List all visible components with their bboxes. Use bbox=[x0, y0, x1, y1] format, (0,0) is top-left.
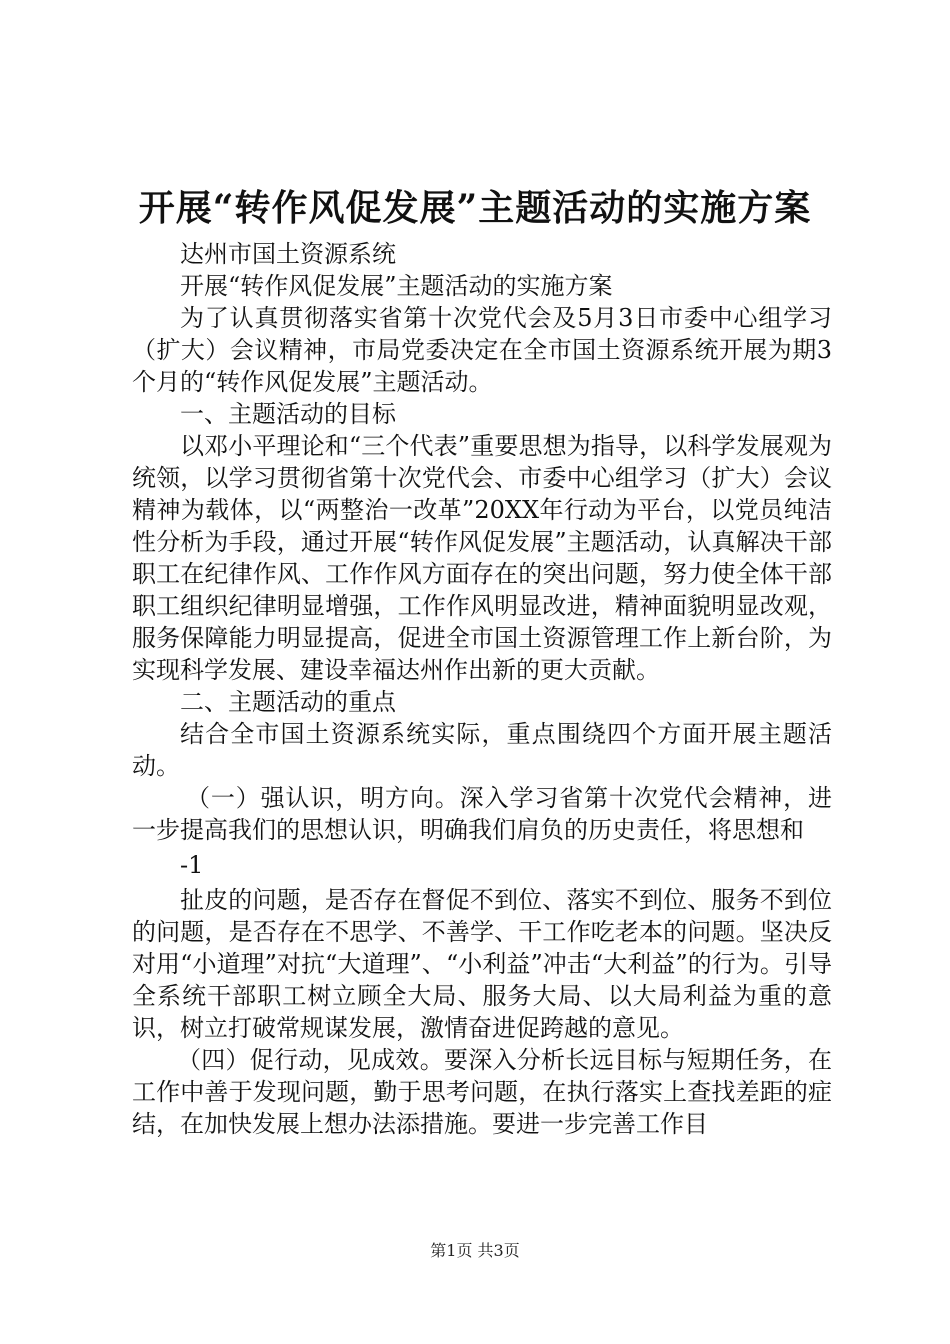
section-heading-focus: 二、主题活动的重点 bbox=[180, 688, 396, 716]
continuation-paragraph: 扯皮的问题，是否存在督促不到位、落实不到位、服务不到位的问题，是否存在不思学、不善学、干工作吃老本的问题。坚决反对用“小道理”对抗“大道理”、“小利益”冲击“大利益”的行为。引导全系统干部职工树立顾全大局、服务大局、以大局利益为重的意识，树立打破常规谋发展，激情奋进促跨越的意见。 bbox=[132, 886, 832, 1042]
document-title: 开展“转作风促发展”主题活动的实施方案 bbox=[138, 187, 812, 229]
goals-paragraph: 以邓小平理论和“三个代表”重要思想为指导，以科学发展观为统领，以学习贯彻省第十次党代会、市委中心组学习（扩大）会议精神为载体，以“两整治一改革”20XX年行动为平台，以党员纯洁性分析为手段，通过开展“转作风促发展”主题活动，认真解决干部职工在纪律作风、工作作风方面存在的突出问题，努力使全体干部职工组织纪律明显增强，工作作风明显改进，精神面貌明显改观，服务保障能力明显提高，促进全市国土资源管理工作上新台阶，为实现科学发展、建设幸福达州作出新的更大贡献。 bbox=[132, 432, 832, 684]
intro-paragraph: 为了认真贯彻落实省第十次党代会及5月3日市委中心组学习（扩大）会议精神，市局党委决定在全市国土资源系统开展为期3个月的“转作风促发展”主题活动。 bbox=[132, 304, 832, 396]
page-footer: 第1页 共3页 bbox=[430, 1241, 520, 1260]
page-break-marker: -1 bbox=[180, 851, 204, 879]
item-four-paragraph: （四）促行动，见成效。要深入分析长远目标与短期任务，在工作中善于发现问题，勤于思考问题，在执行落实上查找差距的症结，在加快发展上想办法添措施。要进一步完善工作目 bbox=[132, 1046, 832, 1138]
issuer-line: 达州市国土资源系统 bbox=[180, 240, 396, 268]
subtitle-line: 开展“转作风促发展”主题活动的实施方案 bbox=[180, 272, 613, 300]
item-one-paragraph: （一）强认识，明方向。深入学习省第十次党代会精神，进一步提高我们的思想认识，明确我们肩负的历史责任，将思想和 bbox=[132, 784, 832, 844]
section-heading-goals: 一、主题活动的目标 bbox=[180, 400, 396, 428]
focus-paragraph: 结合全市国土资源系统实际，重点围绕四个方面开展主题活动。 bbox=[132, 720, 832, 780]
document-body bbox=[132, 238, 832, 1140]
